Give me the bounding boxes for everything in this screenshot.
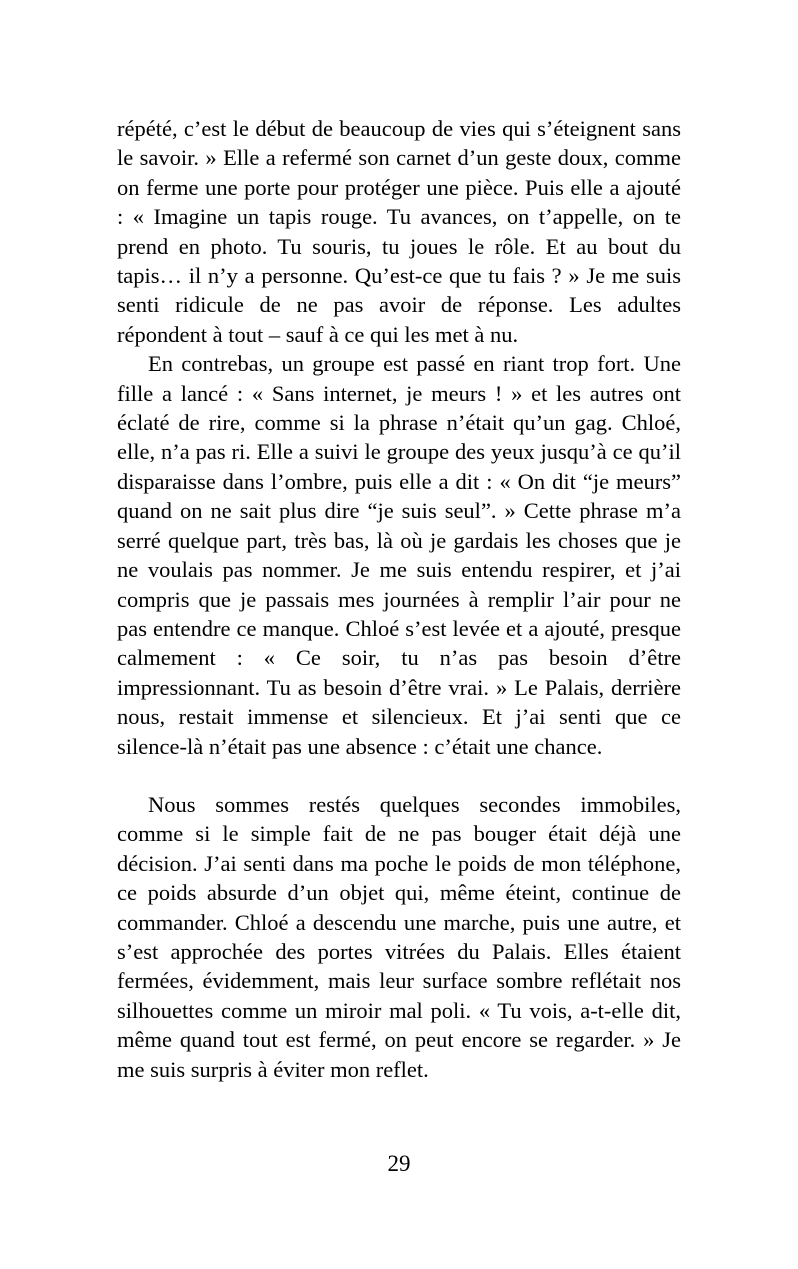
paragraph-1: répété, c’est le début de beaucoup de vies qui s’éteignent sans le savoir. » Elle a refermé son carnet d’un geste doux, comme on ferme une porte pour protéger une pièce. Puis elle a ajouté : « Imagine un tapis rouge. Tu avances, on t’appelle, on te prend en photo. Tu souris, tu joues le rôle. Et au bout du tapis… il n’y a personne. Qu’est-ce que tu fais ? » Je me suis senti ridicule de ne pas avoir de réponse. Les adultes répondent à tout – sauf à ce qui les met à nu. <box>117 116 681 347</box>
page-number: 29 <box>387 1151 411 1176</box>
paragraph-3: Nous sommes restés quelques secondes immobiles, comme si le simple fait de ne pas bouger était déjà une décision. J’ai senti dans ma poche le poids de mon téléphone, ce poids absurde d’un objet qui, même éteint, continue de commander. Chloé a descendu une marche, puis une autre, et s’est approchée des portes vitrées du Palais. Elles étaient fermées, évidemment, mais leur surface sombre reflétait nos silhouettes comme un miroir mal poli. « Tu vois, a-t-elle dit, même quand tout est fermé, on peut encore se regarder. » Je me suis surpris à éviter mon reflet. <box>117 791 681 1082</box>
paragraph-2: En contrebas, un groupe est passé en riant trop fort. Une fille a lancé : « Sans internet, je meurs ! » et les autres ont éclaté de rire, comme si la phrase n’était qu’un gag. Chloé, elle, n’a pas ri. Elle a suivi le groupe des yeux jusqu’à ce qu’il disparaisse dans l’ombre, puis elle a dit : « On dit “je meurs” quand on ne sait plus dire “je suis seul”. » Cette phrase m’a serré quelque part, très bas, là où je gardais les choses que je ne voulais pas nommer. Je me suis entendu respirer, et j’ai compris que je passais mes journées à remplir l’air pour ne pas entendre ce manque. Chloé s’est levée et a ajouté, presque calmement : « Ce soir, tu n’as pas besoin d’être impressionnant. Tu as besoin d’être vrai. » Le Palais, derrière nous, restait immense et silencieux. Et j’ai senti que ce silence-là n’était pas une absence : c’était une chance. <box>117 351 681 759</box>
book-page-text-block <box>117 114 681 1084</box>
